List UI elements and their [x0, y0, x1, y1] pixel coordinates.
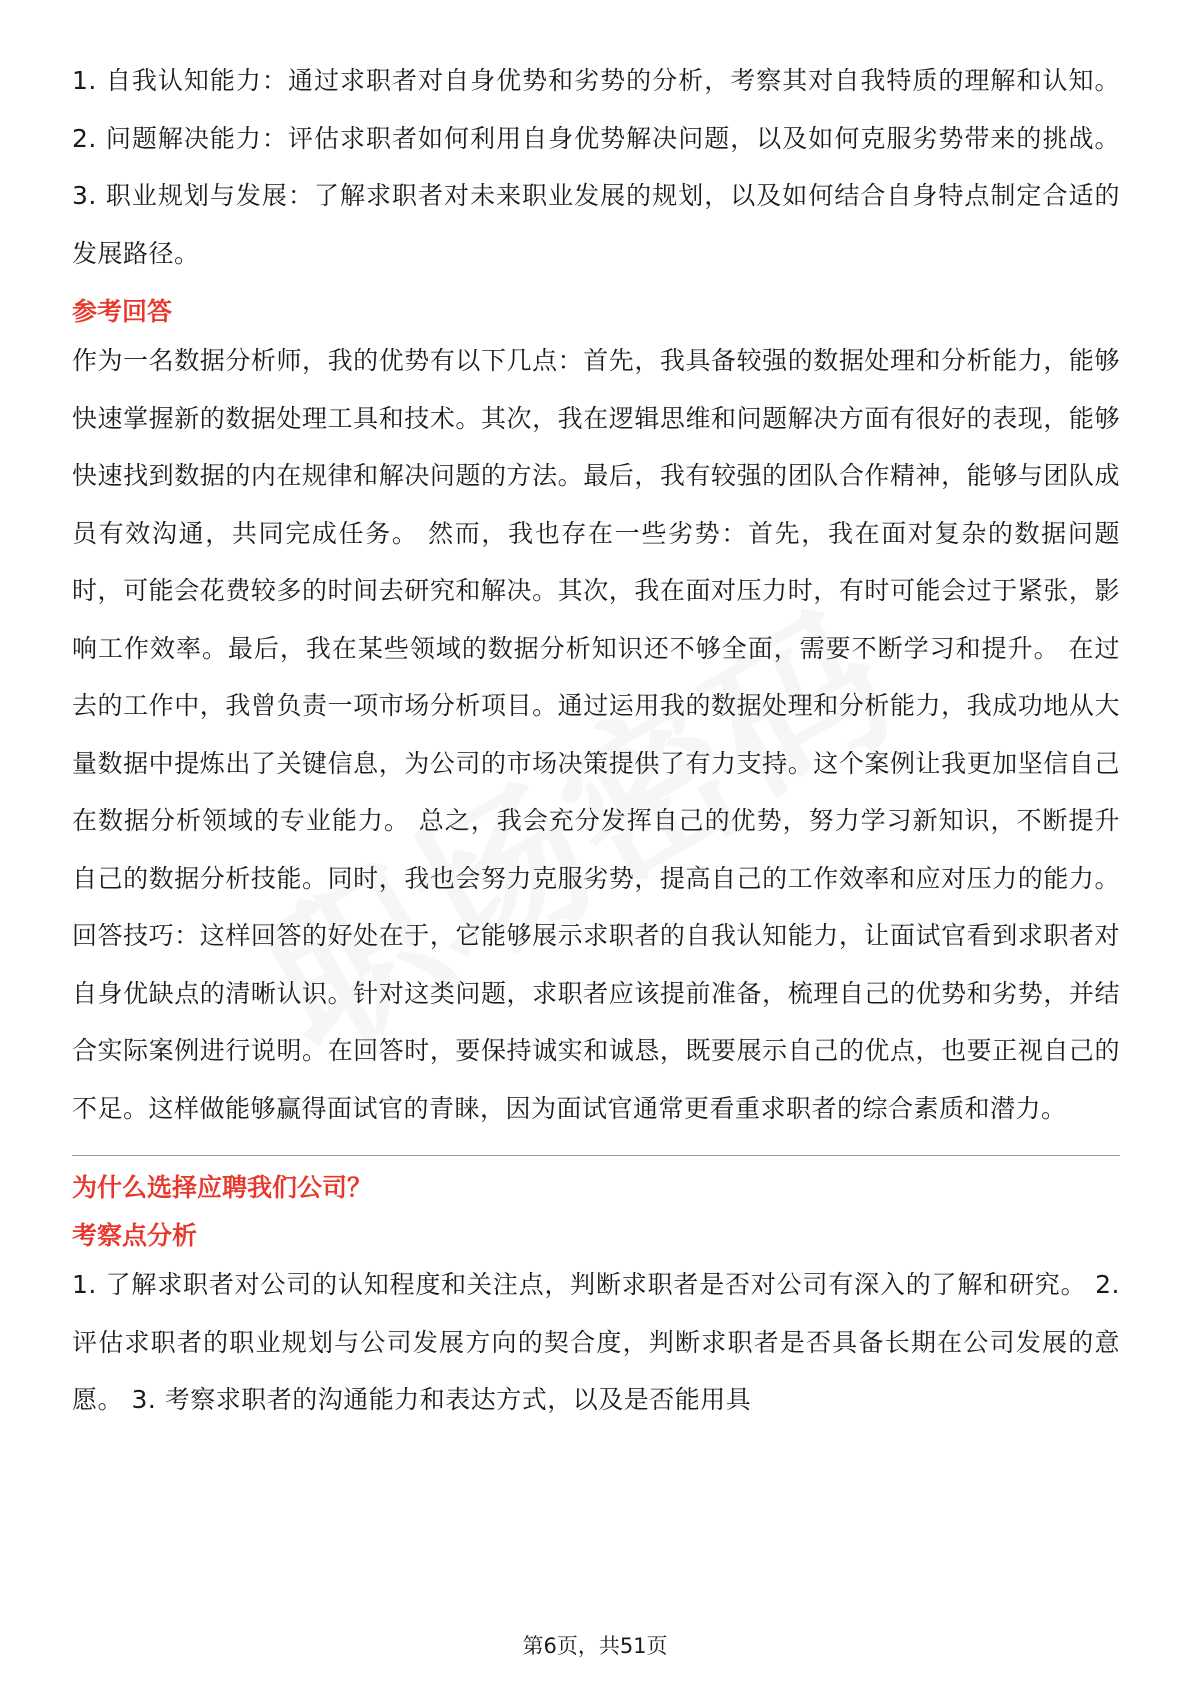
analysis-points-continued: 1. 自我认知能力：通过求职者对自身优势和劣势的分析，考察其对自我特质的理解和认知。 2. 问题解决能力：评估求职者如何利用自身优势解决问题，以及如何克服劣势带来的挑战。 3. 职业规划与发展：了解求职者对未来职业发展的规划，以及如何结合自身特点制定合适的发展路径。 — [72, 66, 1120, 268]
analysis-text: 1. 了解求职者对公司的认知程度和关注点，判断求职者是否对公司有深入的了解和研究。 2. 评估求职者的职业规划与公司发展方向的契合度，判断求职者是否具备长期在公司发展的意愿。 3. 考察求职者的沟通能力和表达方式，以及是否能用具 — [72, 1270, 1120, 1414]
question-title: 为什么选择应聘我们公司？ — [72, 1173, 373, 1202]
document-page — [72, 52, 1120, 1429]
reference-answer-heading: 参考回答 — [72, 297, 173, 326]
reference-answer-text: 作为一名数据分析师，我的优势有以下几点：首先，我具备较强的数据处理和分析能力，能够快速掌握新的数据处理工具和技术。其次，我在逻辑思维和问题解决方面有很好的表现，能够快速找到数据的内在规律和解决问题的方法。最后，我有较强的团队合作精神，能够与团队成员有效沟通，共同完成任务。 然而，我也存在一些劣势：首先，我在面对复杂的数据问题时，可能会花费较多的时间去研究和解决。其次，我在面对压力时，有时可能会过于紧张，影响工作效率。最后，我在某些领域的数据分析知识还不够全面，需要不断学习和提升。 在过去的工作中，我曾负责一项市场分析项目。通过运用我的数据处理和分析能力，我成功地从大量数据中提炼出了关键信息，为公司的市场决策提供了有力支持。这个案例让我更加坚信自己在数据分析领域的专业能力。 总之，我会充分发挥自己的优势，努力学习新知识，不断提升自己的数据分析技能。同时，我也会努力克服劣势，提高自己的工作效率和应对压力的能力。 回答技巧：这样回答的好处在于，它能够展示求职者的自我认知能力，让面试官看到求职者对自身优缺点的清晰认识。针对这类问题，求职者应该提前准备，梳理自己的优势和劣势，并结合实际案例进行说明。在回答时，要保持诚实和诚恳，既要展示自己的优点，也要正视自己的不足。这样做能够赢得面试官的青睐，因为面试官通常更看重求职者的综合素质和潜力。 — [72, 346, 1120, 1123]
analysis-heading: 考察点分析 — [72, 1221, 198, 1250]
page-footer: 第6页，共51页 — [522, 1634, 668, 1658]
section-divider — [72, 1155, 1120, 1156]
